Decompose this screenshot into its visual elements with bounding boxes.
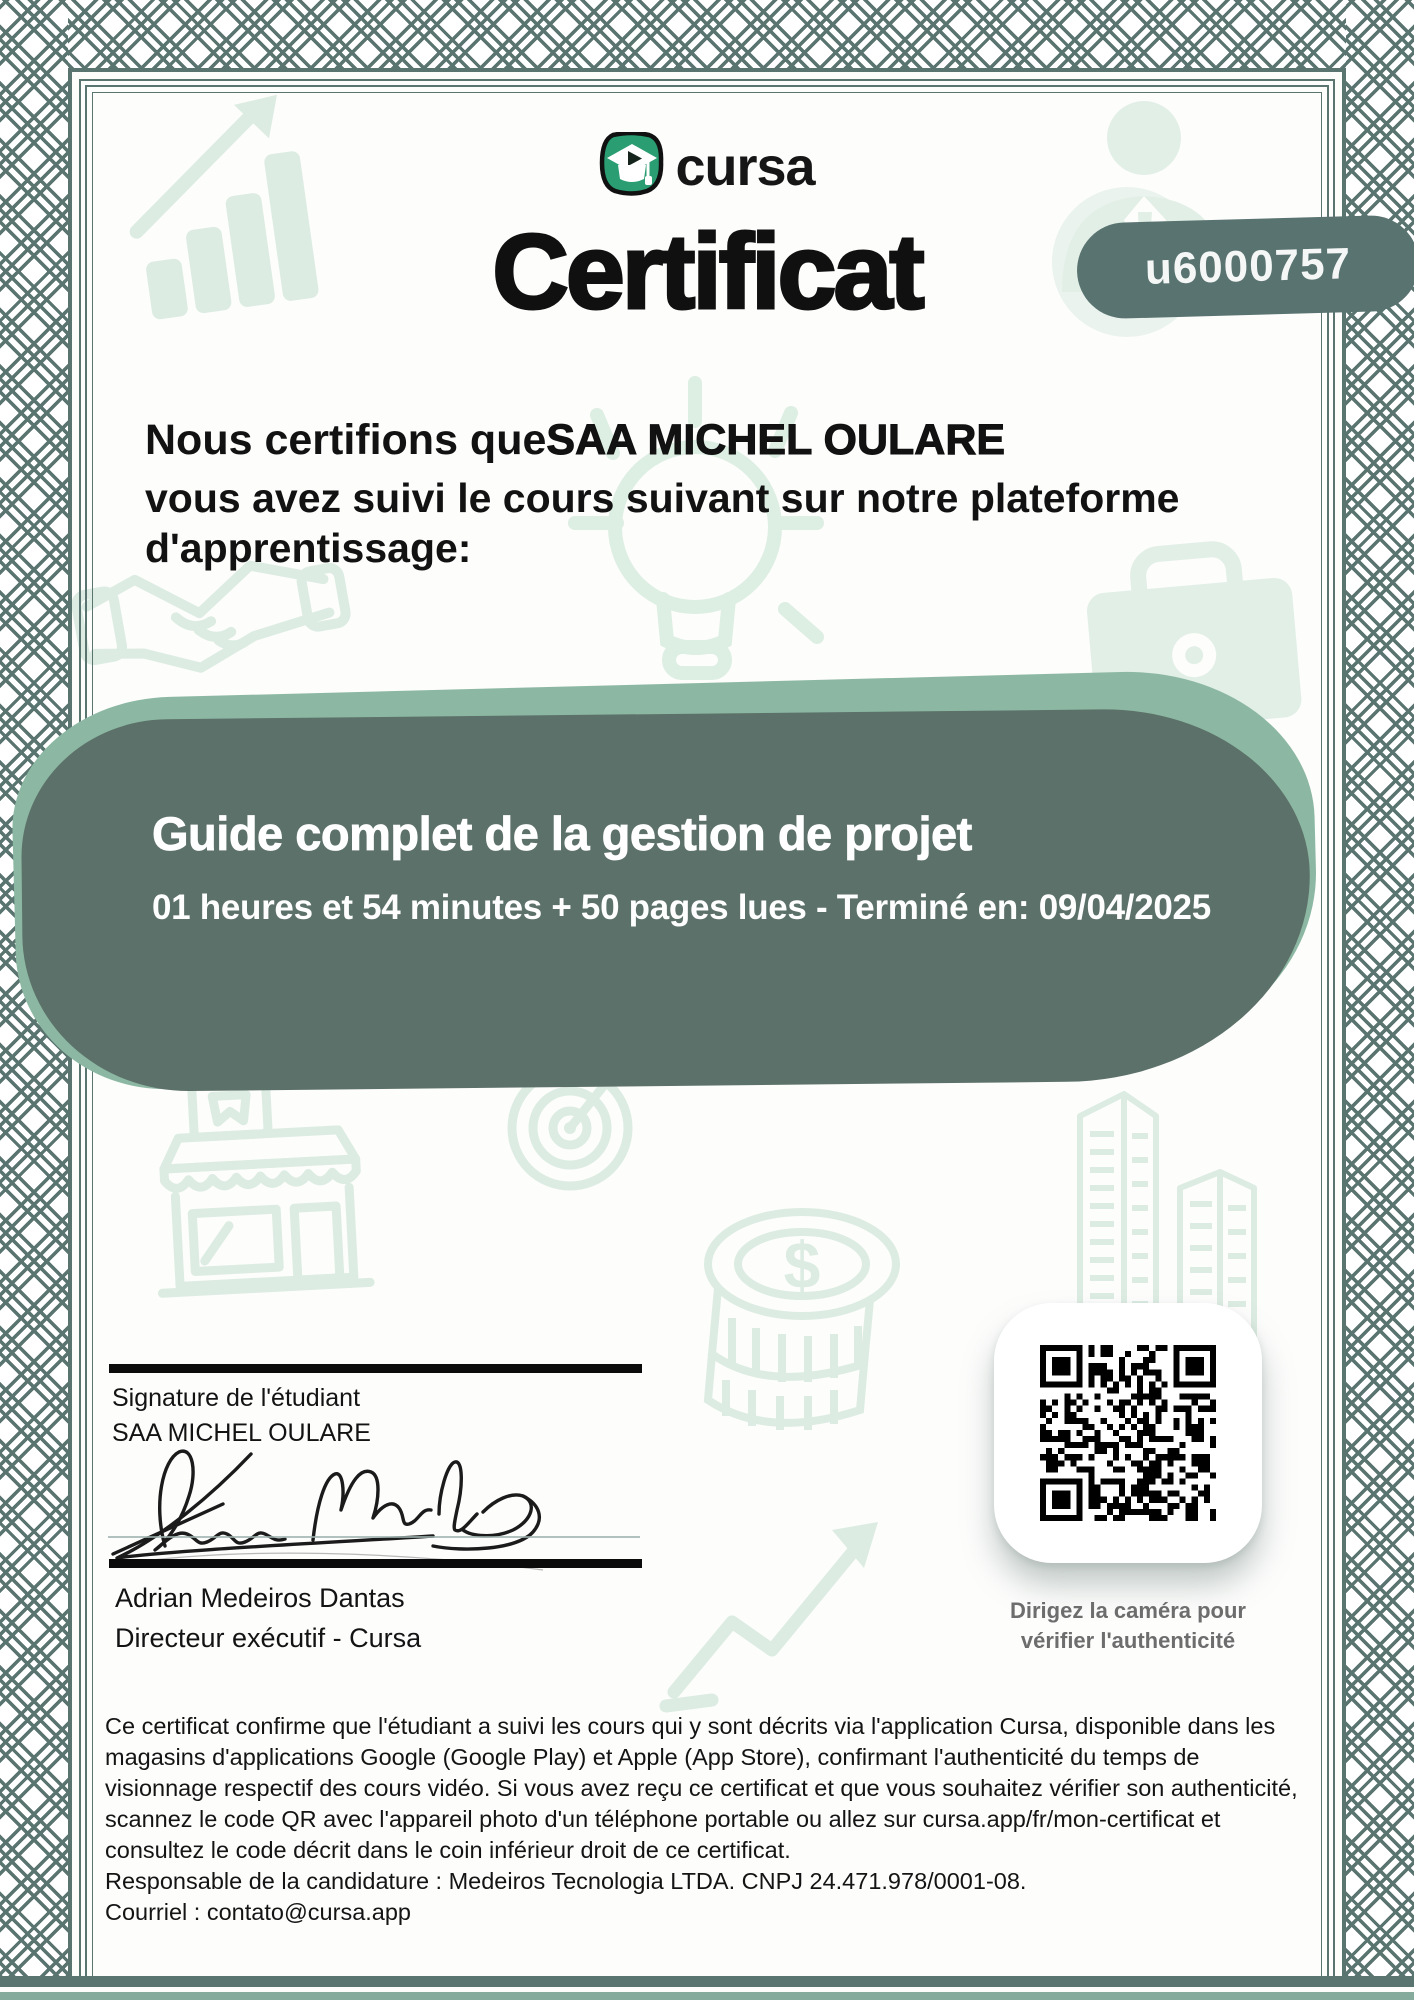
border-bottom-strip [0,1992,1414,2000]
footer-email: Courriel : contato@cursa.app [105,1899,412,1925]
qr-caption [994,1596,1262,1656]
svg-text:$: $ [783,1228,821,1302]
certify-line-2: vous avez suivi le cours suivant sur notre plateforme d'apprentissage: [145,475,1180,571]
signature-rule-bottom [109,1559,642,1568]
certificate-code-badge [1076,214,1414,320]
signature-label-block [112,1381,371,1451]
course-details: 01 heures et 54 minutes + 50 pages lues - Terminé en: 09/04/2025 [152,888,1211,927]
intro-block [145,414,1295,573]
certificate-code: u6000757 [1144,239,1352,294]
certify-line [145,414,1295,466]
cursa-wordmark: cursa [675,136,815,197]
qr-card [994,1303,1262,1563]
footer-responsible: Responsable de la candidature : Medeiros Tecnologia LTDA. CNPJ 24.471.978/0001-08. [105,1868,1027,1894]
border-bottom-bar [0,1976,1414,1987]
signature-label: Signature de l'étudiant [112,1384,361,1412]
cursa-logo-icon [599,132,665,201]
signature-rule-top [109,1364,642,1373]
signature-thin-line [108,1536,640,1538]
certify-prefix: Nous certifions que [145,416,547,464]
cursa-logo [0,132,1414,201]
signer-block [115,1578,421,1658]
signature-handwriting [103,1442,583,1577]
signature-student-name: SAA MICHEL OULARE [112,1419,371,1447]
qr-code [1040,1345,1216,1521]
footer-text [105,1711,1317,1928]
qr-caption-line2: vérifier l'authenticité [1020,1628,1236,1653]
qr-caption-line1: Dirigez la caméra pour [1010,1598,1246,1623]
student-name: SAA MICHEL OULARE [546,416,1006,464]
border-pattern-top [0,0,1414,68]
signer-name: Adrian Medeiros Dantas [115,1583,405,1613]
certificate-title: Certificat [492,213,922,331]
course-name: Guide complet de la gestion de projet [152,807,972,860]
footer-paragraph: Ce certificat confirme que l'étudiant a suivi les cours qui y sont décrits via l'application Cursa, disponible dans les magasins d'applications Google (Google Play) et Apple (App Store), confirmant l'authenticité du temps de visionnage respectif des cours vidéo. Si vous avez reçu ce certificat et que vous souhaitez vérifier son authenticité, scannez le code QR avec l'appareil photo d'un téléphone portable ou allez sur cursa.app/fr/mon-certificat et consultez le code décrit dans le coin inférieur droit de ce certificat. [105,1713,1298,1863]
signer-title: Directeur exécutif - Cursa [115,1623,422,1653]
